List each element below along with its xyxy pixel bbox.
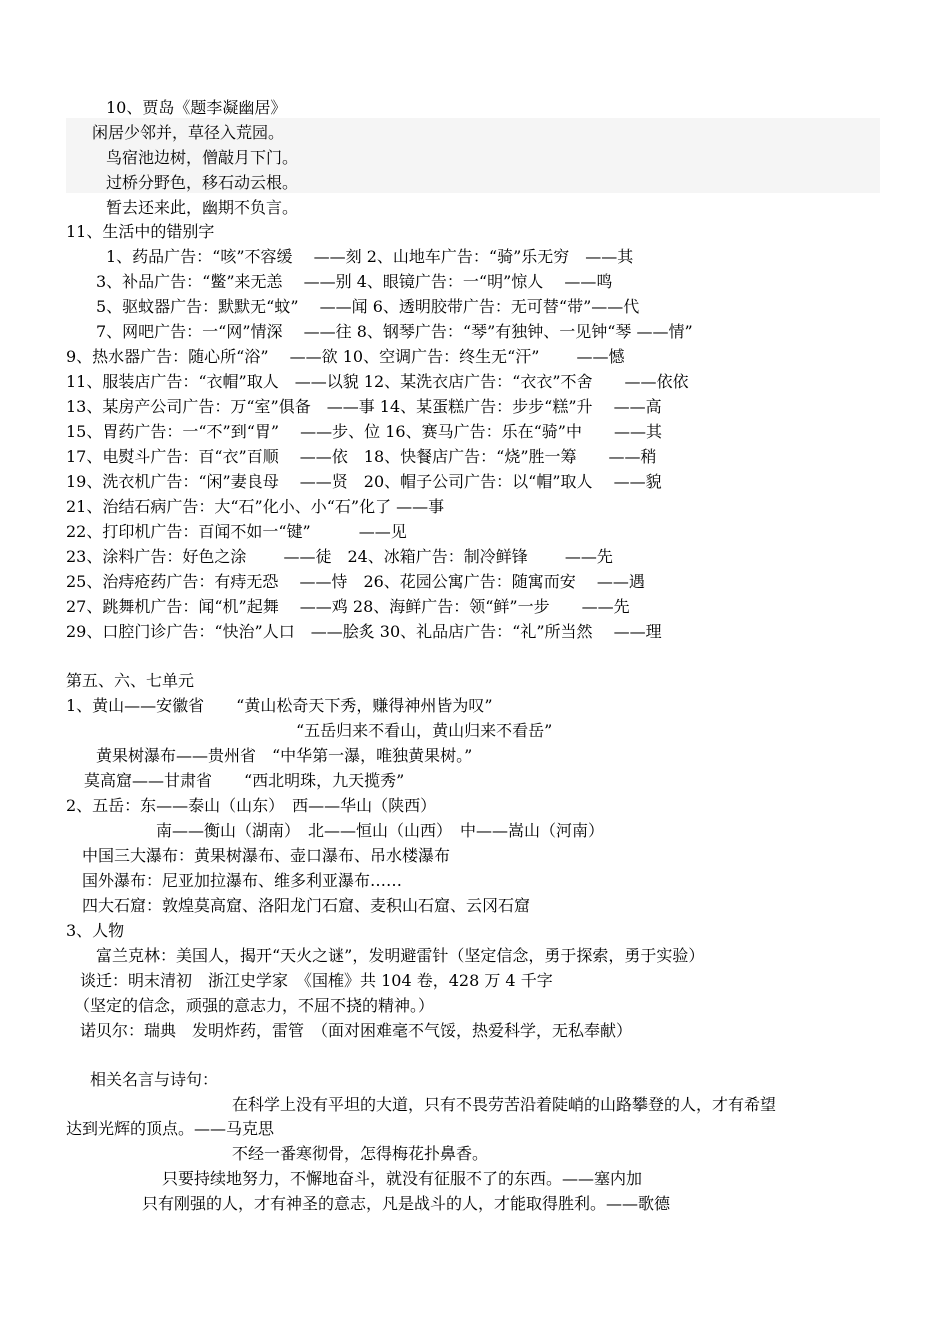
unit-line: 2、五岳：东——泰山（山东） 西——华山（陕西） <box>66 796 437 815</box>
typo-line: 5、驱蚊器广告：默默无“蚊” ——闻 6、透明胶带广告：无可替“带”——代 <box>96 297 640 316</box>
poem-title: 10、贾岛《题李凝幽居》 <box>106 98 287 117</box>
quote-line: 只要持续地努力，不懈地奋斗，就没有征服不了的东西。——塞内加 <box>162 1169 643 1188</box>
unit-line: 四大石窟：敦煌莫高窟、洛阳龙门石窟、麦积山石窟、云冈石窟 <box>82 896 531 915</box>
poem-line: 鸟宿池边树，僧敲月下门。 <box>106 148 299 167</box>
unit-line: 富兰克林：美国人，揭开“天火之谜”，发明避雷针（坚定信念，勇于探索，勇于实验） <box>96 946 705 965</box>
unit-line: 莫高窟——甘肃省 “西北明珠，九天揽秀” <box>84 771 405 790</box>
unit-line: 诺贝尔：瑞典 发明炸药，雷管 （面对困难毫不气馁，热爱科学，无私奉献） <box>80 1021 633 1040</box>
typo-line: 7、网吧广告：一“网”情深 ——往 8、钢琴广告：“琴”有独钟、一见钟“琴 ——情” <box>96 322 693 341</box>
poem-line: 过桥分野色，移石动云根。 <box>106 173 299 192</box>
unit-line: “五岳归来不看山，黄山归来不看岳” <box>296 721 553 740</box>
unit-line: （坚定的信念，顽强的意志力，不屈不挠的精神。） <box>74 996 435 1015</box>
typo-line: 21、治结石病广告：大“石”化小、小“石”化了 ——事 <box>66 497 445 516</box>
unit-line: 谈迁：明末清初 浙江史学家 《国榷》共 104 卷，428 万 4 千字 <box>80 971 553 990</box>
typo-line: 11、服装店广告：“衣帽”取人 ——以貌 12、某洗衣店广告：“衣衣”不舍 ——依依 <box>66 372 689 391</box>
unit-line: 3、人物 <box>66 921 125 940</box>
quote-line: 达到光辉的顶点。——马克思 <box>66 1119 275 1138</box>
unit-heading: 第五、六、七单元 <box>66 671 195 690</box>
typo-line: 3、补品广告：“鳖”来无恙 ——别 4、眼镜广告：一“明”惊人 ——鸣 <box>96 272 613 291</box>
typo-line: 13、某房产公司广告：万“室”俱备 ——事 14、某蛋糕广告：步步“糕”升 ——高 <box>66 397 662 416</box>
typo-line: 29、口腔门诊广告：“快治”人口 ——脍炙 30、礼品店广告：“礼”所当然 ——理 <box>66 622 662 641</box>
typo-line: 22、打印机广告：百闻不如一“键” ——见 <box>66 522 407 541</box>
typo-line: 1、药品广告：“咳”不容缓 ——刻 2、山地车广告：“骑”乐无穷 ——其 <box>106 247 634 266</box>
typo-line: 27、跳舞机广告：闻“机”起舞 ——鸡 28、海鲜广告：领“鲜”一步 ——先 <box>66 597 630 616</box>
quote-line: 不经一番寒彻骨，怎得梅花扑鼻香。 <box>232 1144 489 1163</box>
poem-line: 闲居少邻并，草径入荒园。 <box>92 123 285 142</box>
typo-line: 9、热水器广告：随心所“浴” ——欲 10、空调广告：终生无“汗” ——憾 <box>66 347 625 366</box>
typo-line: 17、电熨斗广告：百“衣”百顺 ——依 18、快餐店广告：“烧”胜一筹 ——稍 <box>66 447 657 466</box>
typo-line: 19、洗衣机广告：“闲”妻良母 ——贤 20、帽子公司广告：以“帽”取人 ——貌 <box>66 472 662 491</box>
unit-line: 1、黄山——安徽省 “黄山松奇天下秀，赚得神州皆为叹” <box>66 696 493 715</box>
quote-line: 只有刚强的人，才有神圣的意志，凡是战斗的人，才能取得胜利。——歌德 <box>142 1194 671 1213</box>
typo-line: 25、治痔疮药广告：有痔无恐 ——恃 26、花园公寓广告：随寓而安 ——遇 <box>66 572 645 591</box>
unit-line: 国外瀑布：尼亚加拉瀑布、维多利亚瀑布…… <box>82 871 403 890</box>
unit-line: 中国三大瀑布：黄果树瀑布、壶口瀑布、吊水楼瀑布 <box>82 846 451 865</box>
poem-line: 暂去还来此，幽期不负言。 <box>106 198 299 217</box>
typo-line: 15、胃药广告：一“不”到“胃” ——步、位 16、赛马广告：乐在“骑”中 ——其 <box>66 422 662 441</box>
quotes-heading: 相关名言与诗句： <box>90 1070 219 1089</box>
unit-line: 南——衡山（湖南） 北——恒山（山西） 中——嵩山（河南） <box>156 821 605 840</box>
quote-line: 在科学上没有平坦的大道，只有不畏劳苦沿着陡峭的山路攀登的人，才有希望 <box>232 1095 777 1114</box>
unit-line: 黄果树瀑布——贵州省 “中华第一瀑，唯独黄果树。” <box>96 746 473 765</box>
typo-line: 23、涂料广告：好色之涂 ——徒 24、冰箱广告：制冷鲜锋 ——先 <box>66 547 613 566</box>
typos-heading: 11、生活中的错别字 <box>66 222 215 241</box>
